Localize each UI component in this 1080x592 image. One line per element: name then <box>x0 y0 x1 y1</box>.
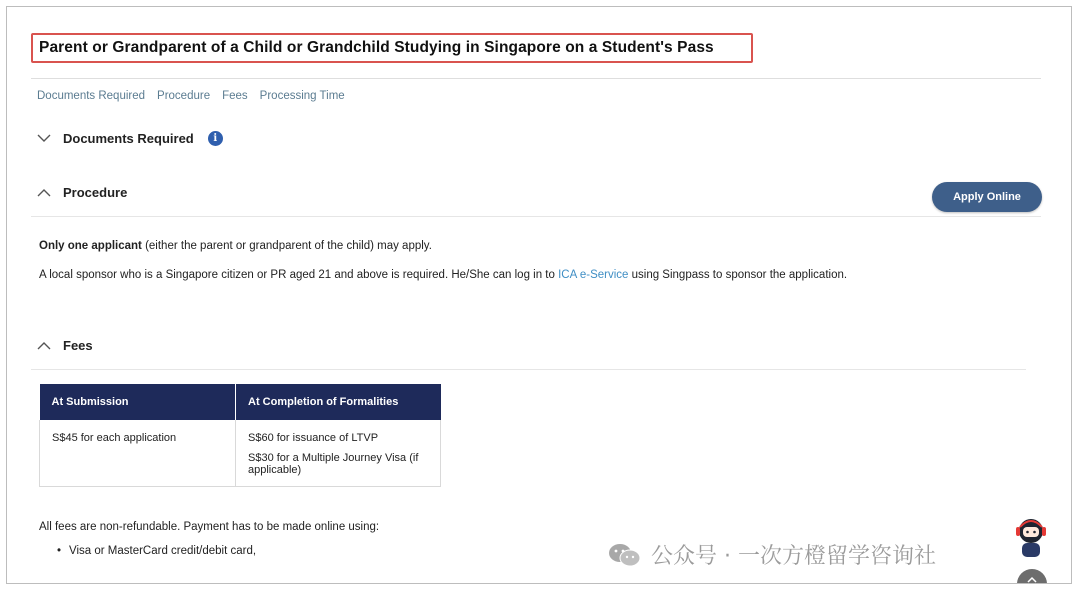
procedure-text: (either the parent or grandparent of the child) may apply. <box>141 240 432 252</box>
mascot-icon[interactable] <box>1011 515 1051 561</box>
section-title-fees: Fees <box>63 338 93 353</box>
section-header-fees[interactable] <box>37 338 93 353</box>
section-header-procedure[interactable] <box>37 185 127 200</box>
fee-line: S$45 for each application <box>52 432 177 444</box>
apply-online-button[interactable]: Apply Online <box>932 182 1042 212</box>
title-divider <box>31 78 1041 79</box>
page-title-highlight <box>31 33 753 63</box>
chevron-down-icon <box>37 134 53 143</box>
anchor-link-procedure[interactable]: Procedure <box>157 90 211 102</box>
sponsor-text-start: A local sponsor who is a Singapore citizen or PR aged 21 and above is required. He/She can log in to <box>39 269 559 281</box>
procedure-divider <box>31 216 1041 217</box>
fees-note: All fees are non-refundable. Payment has to be made online using: <box>39 521 380 533</box>
sponsor-text-end: using Singpass to sponsor the application. <box>628 269 848 281</box>
column-header-submission: At Submission <box>40 384 236 420</box>
anchor-link-processing-time[interactable]: Processing Time <box>259 90 345 102</box>
procedure-paragraph-2 <box>39 269 847 281</box>
payment-methods-list <box>57 545 256 563</box>
chevron-up-icon <box>37 341 53 350</box>
anchor-nav <box>37 90 357 102</box>
section-header-documents[interactable] <box>37 131 223 146</box>
page-frame <box>6 6 1072 584</box>
table-row <box>40 420 441 487</box>
fee-line: S$60 for issuance of LTVP <box>248 432 379 444</box>
page-title: Parent or Grandparent of a Child or Grandchild Studying in Singapore on a Student's Pass <box>39 39 714 56</box>
list-item: • Visa or MasterCard credit/debit card, <box>57 545 256 563</box>
chevron-up-icon <box>37 188 53 197</box>
scroll-top-button[interactable] <box>1017 569 1047 584</box>
anchor-link-fees[interactable]: Fees <box>222 90 248 102</box>
section-title-documents: Documents Required <box>63 131 194 146</box>
column-header-completion: At Completion of Formalities <box>236 384 441 420</box>
fees-divider <box>31 369 1026 370</box>
table-header-row <box>40 384 441 420</box>
fees-table <box>39 384 441 487</box>
section-title-procedure: Procedure <box>63 185 128 200</box>
info-icon[interactable]: i <box>208 131 223 146</box>
anchor-link-documents[interactable]: Documents Required <box>37 90 146 102</box>
table-cell-completion <box>236 420 441 487</box>
watermark <box>607 539 936 570</box>
table-cell-submission <box>40 420 236 487</box>
fee-line: S$30 for a Multiple Journey Visa (if applicable) <box>248 452 419 476</box>
procedure-paragraph-1 <box>39 240 432 252</box>
chevron-up-icon <box>1027 572 1037 584</box>
procedure-bold-text: Only one applicant <box>39 240 142 252</box>
ica-e-service-link[interactable]: ICA e-Service <box>558 269 629 281</box>
wechat-icon <box>607 542 641 568</box>
watermark-text: 公众号 · 一次方橙留学咨询社 <box>651 544 936 569</box>
